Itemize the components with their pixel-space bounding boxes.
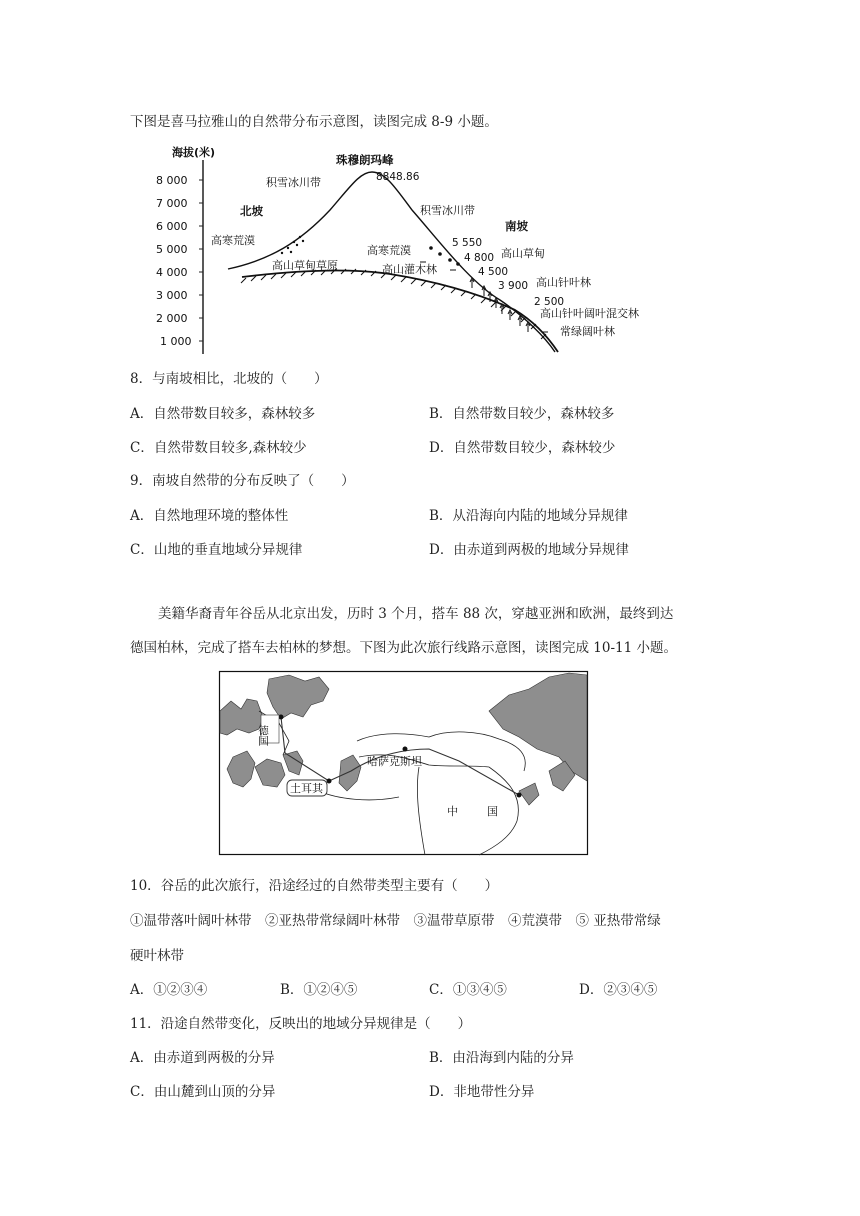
- h3900-label: 3 900: [498, 280, 529, 292]
- peak-height: 8848.86: [376, 171, 420, 183]
- q9-option-d[interactable]: D．由赤道到两极的地域分异规律: [429, 542, 629, 558]
- q10-option-b[interactable]: B．①②④⑤: [280, 982, 358, 998]
- north-desert-label: 高寒荒漠: [211, 234, 255, 247]
- north-slope-label: 北坡: [240, 204, 263, 218]
- q10-list-line2: 硬叶林带: [130, 948, 184, 964]
- h5550-label: 5 550: [452, 237, 483, 249]
- q8-option-b[interactable]: B．自然带数目较少，森林较多: [429, 406, 615, 422]
- china-label-1: 中: [447, 805, 458, 818]
- germany-label: 德国: [257, 725, 269, 746]
- q8-stem: 8．与南坡相比，北坡的（ ）: [130, 371, 328, 387]
- q11-option-a[interactable]: A．由赤道到两极的分异: [130, 1050, 275, 1066]
- china-label-2: 国: [487, 805, 498, 818]
- q10-option-a[interactable]: A．①②③④: [130, 982, 208, 998]
- south-meadow-label: 高山草甸: [501, 247, 545, 260]
- q10-list-line1: ①温带落叶阔叶林带 ②亚热带常绿阔叶林带 ③温带草原带 ④荒漠带 ⑤ 亚热带常绿: [130, 913, 661, 929]
- q11-option-c[interactable]: C．由山麓到山顶的分异: [130, 1084, 276, 1100]
- h4800-label: 4 800: [464, 252, 495, 264]
- svg-text:7 000: 7 000: [156, 197, 188, 210]
- h4500-label: 4 500: [478, 266, 509, 278]
- south-evergreen-label: 常绿阔叶林: [560, 325, 615, 338]
- south-shrub-label: 高山灌木林: [382, 263, 437, 276]
- q8-option-a[interactable]: A．自然带数目较多，森林较多: [130, 406, 316, 422]
- south-mixed-label: 高山针叶阔叶混交林: [540, 307, 639, 320]
- intro-text-2b: 德国柏林，完成了搭车去柏林的梦想。下图为此次旅行线路示意图，读图完成 10-11 小题。: [130, 640, 677, 656]
- kazakhstan-label: 哈萨克斯坦: [367, 755, 422, 768]
- q11-stem: 11．沿途自然带变化，反映出的地域分异规律是（ ）: [130, 1016, 472, 1032]
- north-desert-dots: [281, 236, 304, 254]
- svg-text:3 000: 3 000: [156, 289, 188, 302]
- svg-text:2 000: 2 000: [156, 312, 188, 325]
- svg-text:6 000: 6 000: [156, 220, 188, 233]
- turkey-label: 土耳其: [290, 782, 323, 795]
- y-tick-labels: [156, 174, 192, 348]
- q10-option-c[interactable]: C．①③④⑤: [429, 982, 507, 998]
- peak-name: 珠穆朗玛峰: [336, 153, 394, 167]
- q9-stem: 9．南坡自然带的分布反映了（ ）: [130, 473, 355, 489]
- south-snow-label: 积雪冰川带: [420, 204, 475, 217]
- north-snow-label: 积雪冰川带: [266, 176, 321, 189]
- q11-option-d[interactable]: D．非地带性分异: [429, 1084, 535, 1100]
- q8-option-d[interactable]: D．自然带数目较少，森林较少: [429, 440, 616, 456]
- q10-option-d[interactable]: D．②③④⑤: [579, 982, 658, 998]
- q9-option-a[interactable]: A．自然地理环境的整体性: [130, 508, 289, 524]
- south-desert-label: 高寒荒漠: [367, 244, 411, 257]
- q11-option-b[interactable]: B．由沿海到内陆的分异: [429, 1050, 574, 1066]
- h2500-label: 2 500: [534, 296, 565, 308]
- q9-option-b[interactable]: B．从沿海向内陆的地域分异规律: [429, 508, 628, 524]
- y-axis-title: 海拔(米): [172, 146, 216, 159]
- q10-stem: 10．谷岳的此次旅行，沿途经过的自然带类型主要有（ ）: [130, 878, 499, 894]
- south-slope-label: 南坡: [505, 219, 528, 233]
- travel-route-map: [219, 671, 588, 855]
- q8-option-c[interactable]: C．自然带数目较多,森林较少: [130, 440, 307, 456]
- svg-text:5 000: 5 000: [156, 243, 188, 256]
- svg-text:8 000: 8 000: [156, 174, 188, 187]
- north-meadow-label: 高山草甸草原: [272, 259, 338, 272]
- svg-text:4 000: 4 000: [156, 266, 188, 279]
- svg-text:1 000: 1 000: [160, 335, 192, 348]
- himalaya-zonation-diagram: [150, 142, 639, 357]
- intro-text-2a: 美籍华裔青年谷岳从北京出发，历时 3 个月，搭车 88 次，穿越亚洲和欧洲，最终到达: [158, 606, 674, 622]
- q9-option-c[interactable]: C．山地的垂直地域分异规律: [130, 542, 303, 558]
- intro-text-1: 下图是喜马拉雅山的自然带分布示意图，读图完成 8-9 小题。: [130, 114, 498, 130]
- south-conifer-label: 高山针叶林: [536, 276, 591, 289]
